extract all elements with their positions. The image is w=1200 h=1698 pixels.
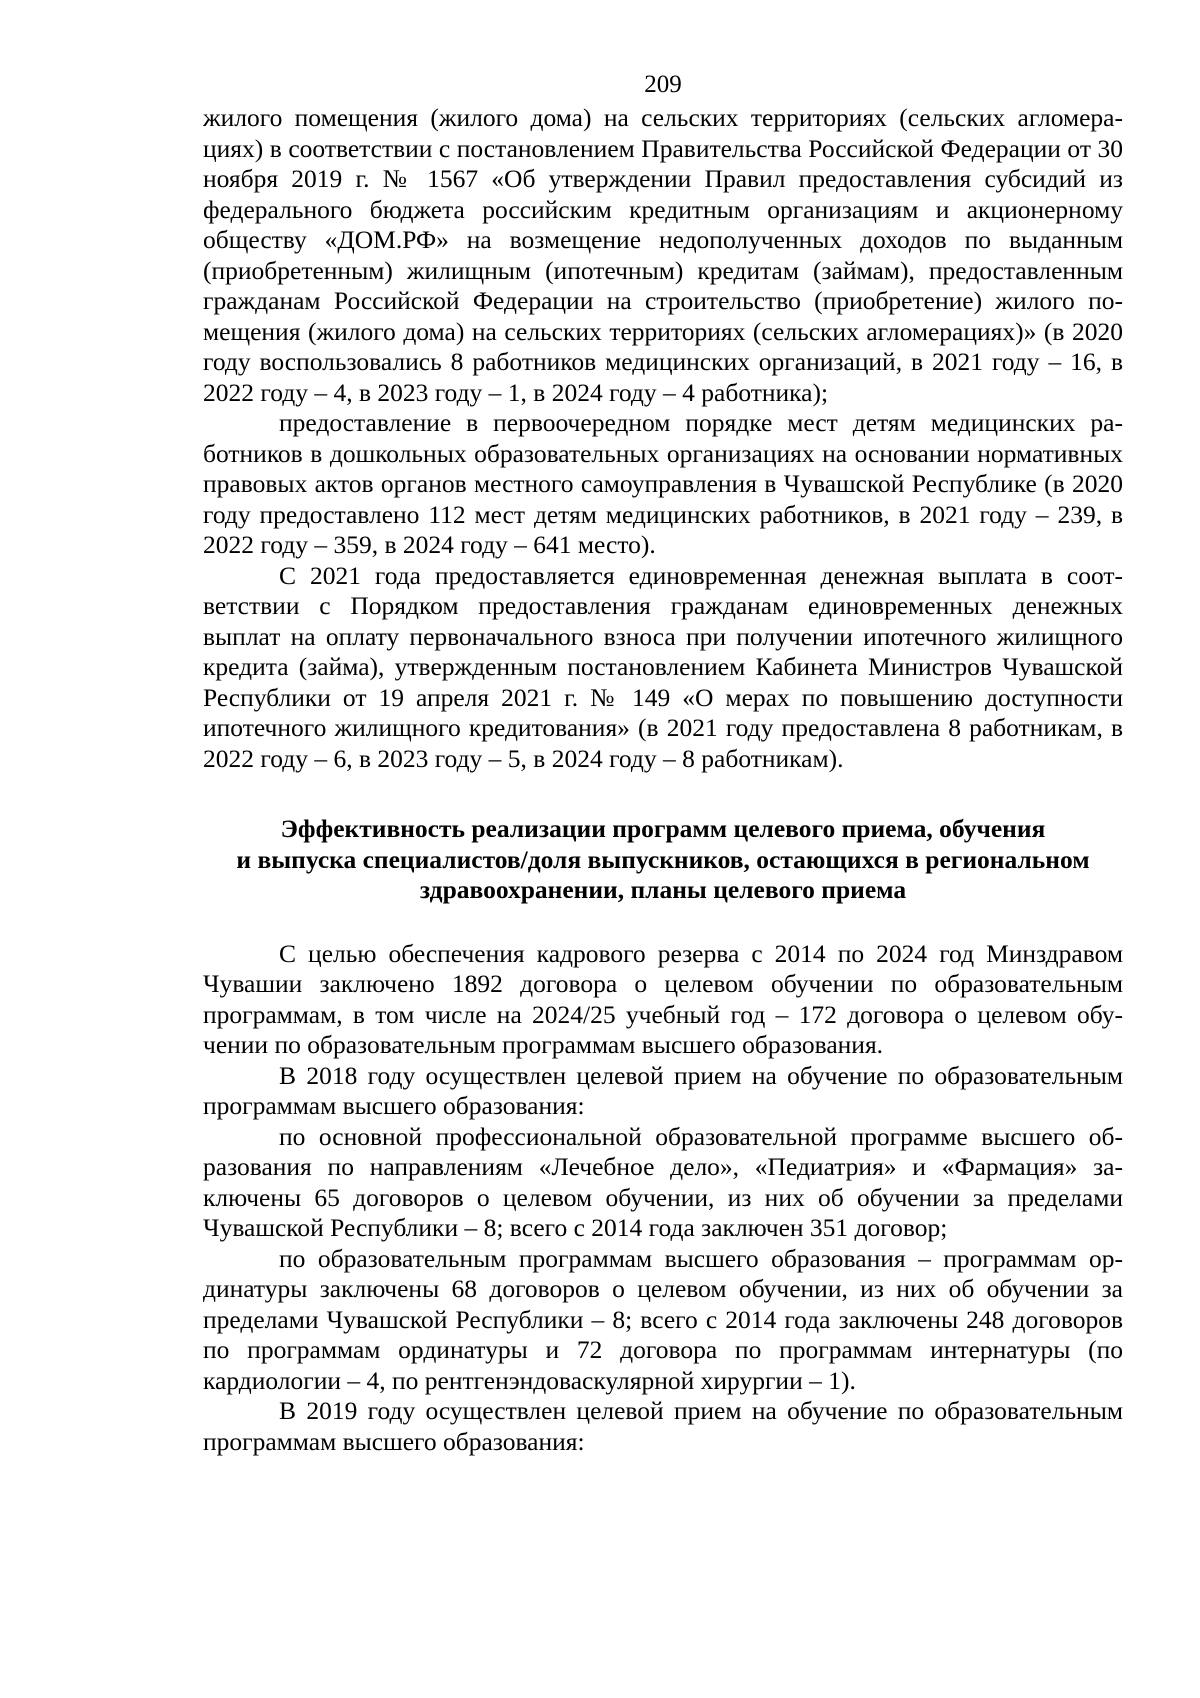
- paragraph-2018-admission: В 2018 году осуществлен целевой прием на обучение по образовательным программам высшего образования:: [203, 1060, 1123, 1120]
- section-heading-line-3: здравоохранении, планы целевого приема: [419, 875, 907, 904]
- page-number: 209: [644, 71, 682, 98]
- section-heading-line-2: и выпуска специалистов/доля выпускников, остающихся в региональном: [236, 844, 1090, 874]
- paragraph-specialty-programs: по основной профессиональной образовательной программе высшего образования по направлениям «Лечебное дело», «Педиатрия» и «Фармация» заключены 65 договоров о целевом обучении, из них об обучении за пределами Чувашской Республики – 8; всего с 2014 года заключен 351 договор;: [203, 1121, 1123, 1242]
- section-heading: [203, 814, 1123, 906]
- section-heading-line-1: Эффективность реализации программ целевого приема, обучения: [280, 814, 1046, 843]
- paragraph-kindergarten-places: предоставление в первоочередном порядке мест детям медицинских работников в дошкольных образовательных организациях на основании нормативных правовых актов органов местного самоуправления в Чувашской Республике (в 2020 году предоставлено 112 мест детям медицинских работников, в 2021 году – 239, в 2022 году – 359, в 2024 году – 641 место).: [203, 408, 1123, 559]
- document-page: [203, 70, 1123, 1457]
- paragraph-target-contracts: С целью обеспечения кадрового резерва с 2014 по 2024 год Минздравом Чувашии заключено 1892 договора о целевом обучении по образовательным программам, в том числе на 2024/25 учебный год – 172 договора о целевом обучении по образовательным программам высшего образования.: [203, 938, 1123, 1059]
- paragraph-mortgage-payment: С 2021 года предоставляется единовременная денежная выплата в соответствии с Порядком предоставления гражданам единовременных денежных выплат на оплату первоначального взноса при получении ипотечного жилищного кредита (займа), утвержденным постановлением Кабинета Министров Чувашской Республики от 19 апреля 2021 г. № 149 «О мерах по повышению доступности ипотечного жилищного кредитования» (в 2021 году предоставлена 8 работникам, в 2022 году – 6, в 2023 году – 5, в 2024 году – 8 работникам).: [203, 560, 1123, 773]
- paragraph-2019-admission: В 2019 году осуществлен целевой прием на обучение по образовательным программам высшего образования:: [203, 1396, 1123, 1456]
- paragraph-residency-programs: по образовательным программам высшего образования – программам ординатуры заключены 68 договоров о целевом обучении, из них об обучении за пределами Чувашской Республики – 8; всего с 2014 года заключены 248 договоров по программам ординатуры и 72 договора по программам интернатуры (по кардиологии – 4, по рентгенэндоваскулярной хирургии – 1).: [203, 1243, 1123, 1395]
- paragraph-housing-subsidy: жилого помещения (жилого дома) на сельских территориях (сельских агломерациях) в соответствии с постановлением Правительства Российской Федерации от 30 ноября 2019 г. № 1567 «Об утверждении Правил предоставления субсидий из федерального бюджета российским кредитным организациям и акционерному обществу «ДОМ.РФ» на возмещение недополученных доходов по выданным (приобретенным) жилищным (ипотечным) кредитам (займам), предоставленным гражданам Российской Федерации на строительство (приобретение) жилого помещения (жилого дома) на сельских территориях (сельских агломерациях)» (в 2020 году воспользовались 8 работников медицинских организаций, в 2021 году – 16, в 2022 году – 4, в 2023 году – 1, в 2024 году – 4 работника);: [203, 103, 1123, 407]
